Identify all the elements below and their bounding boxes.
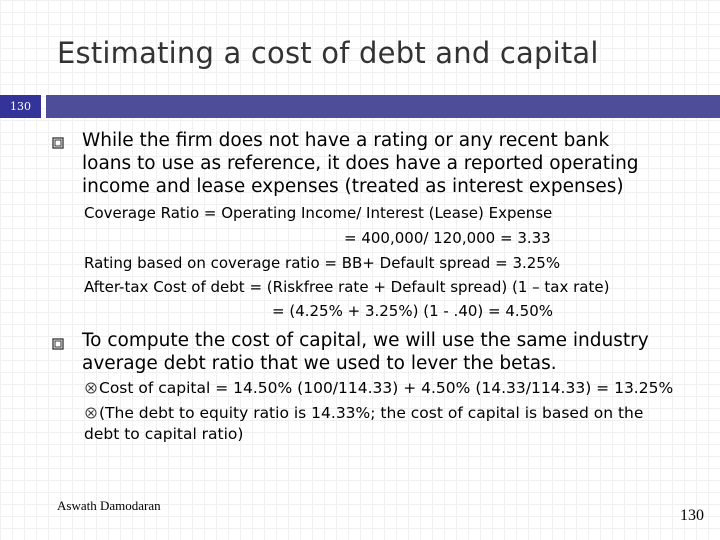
bullet-1-line-3: income and lease expenses (treated as interest expenses) xyxy=(82,176,624,197)
footer-author: Aswath Damodaran xyxy=(57,498,161,513)
hollow-square-bullet-icon xyxy=(52,338,66,352)
coverage-ratio-line: Coverage Ratio = Operating Income/ Interest (Lease) Expense xyxy=(84,204,553,222)
slide-title: Estimating a cost of debt and capital xyxy=(57,36,599,70)
cost-of-capital-line: Cost of capital = 14.50% (100/114.33) + 4.50% (14.33/114.33) = 13.25% xyxy=(99,379,674,397)
circled-x-bullet-icon xyxy=(85,407,97,419)
bullet-1-line-2: loans to use as reference, it does have a reported operating xyxy=(82,153,639,174)
after-tax-cost-value-line: = (4.25% + 3.25%) (1 - .40) = 4.50% xyxy=(272,302,554,320)
rating-line: Rating based on coverage ratio = BB+ Default spread = 3.25% xyxy=(84,254,561,272)
debt-equity-note-line-2: debt to capital ratio) xyxy=(84,425,244,443)
hollow-square-bullet-icon xyxy=(52,137,66,151)
debt-equity-note-line-1: (The debt to equity ratio is 14.33%; the cost of capital is based on the xyxy=(99,404,644,422)
title-divider-bar xyxy=(46,95,720,118)
bullet-2-line-2: average debt ratio that we used to lever the betas. xyxy=(82,353,557,374)
coverage-ratio-value-line: = 400,000/ 120,000 = 3.33 xyxy=(344,229,551,247)
after-tax-cost-line: After-tax Cost of debt = (Riskfree rate + Default spread) (1 – tax rate) xyxy=(84,278,610,296)
circled-x-bullet-icon xyxy=(85,382,97,394)
page-number: 130 xyxy=(680,507,704,524)
bullet-2-line-1: To compute the cost of capital, we will use the same industry xyxy=(82,330,649,351)
slide-number-badge: 130 xyxy=(0,95,41,118)
bullet-1-line-1: While the firm does not have a rating or any recent bank xyxy=(82,130,610,151)
